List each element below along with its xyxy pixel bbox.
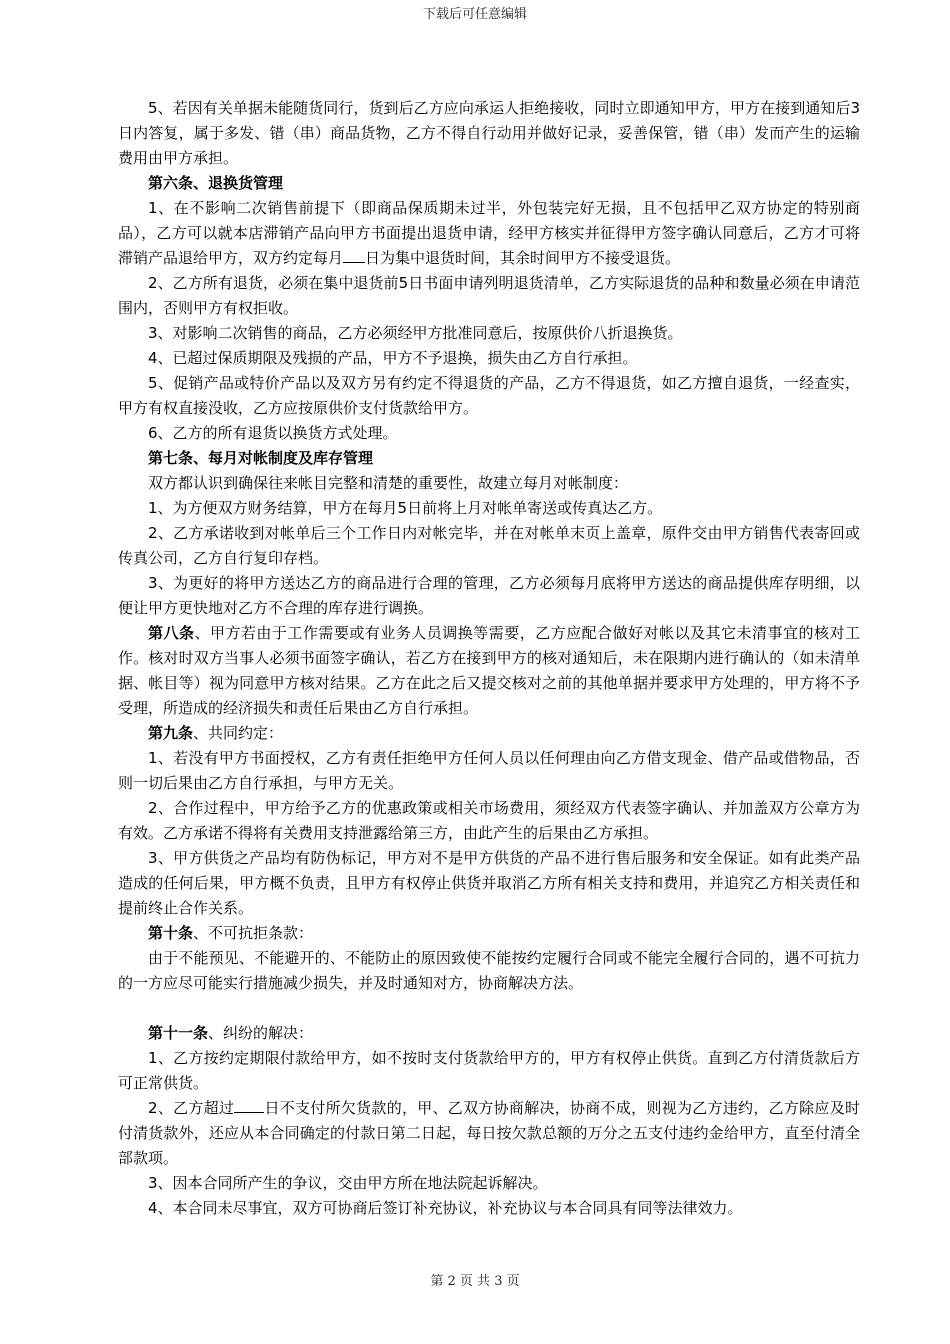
clause-6-6: 6、乙方的所有退货以换货方式处理。 — [148, 424, 398, 442]
clause-11-4: 4、本合同未尽事宜，双方可协商后签订补充协议，补充协议与本合同具有同等法律效力。 — [148, 1199, 743, 1217]
clause-11-2-part1: 2、乙方超过 — [148, 1099, 235, 1117]
article-7-intro: 双方都认识到确保往来帐目完整和清楚的重要性，故建立每月对帐制度： — [148, 474, 629, 492]
clause-9-1: 1、若没有甲方书面授权，乙方有责任拒绝甲方任何人员以任何理由向乙方借支现金、借产品或借物品，否则一切后果由乙方自行承担，与甲方无关。 — [118, 749, 860, 792]
article-9-heading — [118, 721, 860, 746]
clause-7-1: 1、为方便双方财务结算，甲方在每月5日前将上月对帐单寄送或传真达乙方。 — [148, 499, 663, 517]
clause-9-3: 3、甲方供货之产品均有防伪标记，甲方对不是甲方供货的产品不进行售后服务和安全保证。如有此类产品造成的任何后果，甲方概不负责，且甲方有权停止供货并取消乙方所有相关支持和费用，并追究乙方相关责任和提前终止合作关系。 — [118, 849, 860, 917]
clause-11-2 — [118, 1096, 860, 1171]
clause-6-1-part2: 日为集中退货时间，其余时间甲方不接受退货。 — [365, 249, 681, 267]
clause-6-5: 5、促销产品或特价产品以及双方另有约定不得退货的产品，乙方不得退货，如乙方擅自退货，一经查实，甲方有权直接没收，乙方应按原供价支付货款给甲方。 — [118, 374, 860, 417]
article-7-title: 第七条、每月对帐制度及库存管理 — [148, 449, 374, 467]
contract-body — [118, 96, 860, 1221]
clause-7-2: 2、乙方承诺收到对帐单后三个工作日内对帐完毕，并在对帐单末页上盖章，原件交由甲方销售代表寄回或传真公司，乙方自行复印存档。 — [118, 524, 860, 567]
article-11-heading — [118, 1021, 860, 1046]
return-day-blank — [343, 246, 365, 263]
article-6-heading — [118, 171, 860, 196]
page-footer: 第 2 页 共 3 页 — [430, 1274, 520, 1289]
article-6-title: 第六条、退换货管理 — [148, 174, 284, 192]
clause-6-3: 3、对影响二次销售的商品，乙方必须经甲方批准同意后，按原供价八折退换货。 — [148, 324, 683, 342]
article-11-text: 、纠纷的解决： — [208, 1024, 314, 1042]
article-8-title: 第八条 — [148, 624, 195, 642]
article-10-heading — [118, 921, 860, 946]
clause-9-2: 2、合作过程中，甲方给予乙方的优惠政策或相关市场费用，须经双方代表签字确认、并加盖双方公章方为有效。乙方承诺不得将有关费用支持泄露给第三方，由此产生的后果由乙方承担。 — [118, 799, 860, 842]
section-gap — [118, 996, 860, 1021]
clause-11-3: 3、因本合同所产生的争议，交由甲方所在地法院起诉解决。 — [148, 1174, 548, 1192]
article-11-title: 第十一条 — [148, 1024, 209, 1042]
article-10-body: 由于不能预见、不能避开的、不能防止的原因致使不能按约定履行合同或不能完全履行合同的，遇不可抗力的一方应尽可能实行措施减少损失，并及时通知对方，协商解决方法。 — [118, 949, 860, 992]
clause-6-2: 2、乙方所有退货，必须在集中退货前5日书面申请列明退货清单，乙方实际退货的品种和数量必须在申请范围内，否则甲方有权拒收。 — [118, 274, 860, 317]
clause-6-1-part1: 1、在不影响二次销售前提下（即商品保质期未过半，外包装完好无损，且不包括甲乙双方协定的特别商品），乙方可以就本店滞销产品向甲方书面提出退货申请，经甲方核实并征得甲方签字确认同意后，乙方才可将滞销产品退给甲方，双方约定每月 — [118, 199, 860, 267]
clause-11-2-part2: 日不支付所欠货款的，甲、乙双方协商解决，协商不成，则视为乙方违约，乙方除应及时付清货款外，还应从本合同确定的付款日第二日起，每日按欠款总额的万分之五支付违约金给甲方，直至付清全部款项。 — [118, 1099, 860, 1167]
article-8-text: 、甲方若由于工作需要或有业务人员调换等需要，乙方应配合做好对帐以及其它未清事宜的核对工作。核对时双方当事人必须书面签字确认，若乙方在接到甲方的核对通知后，未在限期内进行确认的（如未清单据、帐目等）视为同意甲方核对结果。乙方在此之后又提交核对之前的其他单据并要求甲方处理的，甲方将不予受理，所造成的经济损失和责任后果由乙方自行承担。 — [118, 624, 860, 717]
article-9-title: 第九条 — [148, 724, 194, 742]
clause-6-1 — [118, 196, 860, 271]
clause-6-4: 4、已超过保质期限及残损的产品，甲方不予退换，损失由乙方自行承担。 — [148, 349, 638, 367]
page-header: 下载后可任意编辑 — [422, 7, 527, 22]
clause-11-1: 1、乙方按约定期限付款给甲方，如不按时支付货款给甲方的，甲方有权停止供货。直到乙方付清货款后方可正常供货。 — [118, 1049, 860, 1092]
article-7-heading — [118, 446, 860, 471]
clause-5-5: 5、若因有关单据未能随货同行，货到后乙方应向承运人拒绝接收，同时立即通知甲方，甲方在接到通知后3日内答复，属于多发、错（串）商品货物，乙方不得自行动用并做好记录，妥善保管，错（串）发而产生的运输费用由甲方承担。 — [118, 99, 860, 167]
clause-7-3: 3、为更好的将甲方送达乙方的商品进行合理的管理，乙方必须每月底将甲方送达的商品提供库存明细，以便让甲方更快地对乙方不合理的库存进行调换。 — [118, 574, 860, 617]
article-10-text: 、不可抗拒条款： — [193, 924, 314, 942]
overdue-days-blank — [234, 1096, 264, 1113]
article-8 — [118, 621, 860, 721]
article-10-title: 第十条 — [148, 924, 194, 942]
article-9-text: 、共同约定： — [193, 724, 284, 742]
